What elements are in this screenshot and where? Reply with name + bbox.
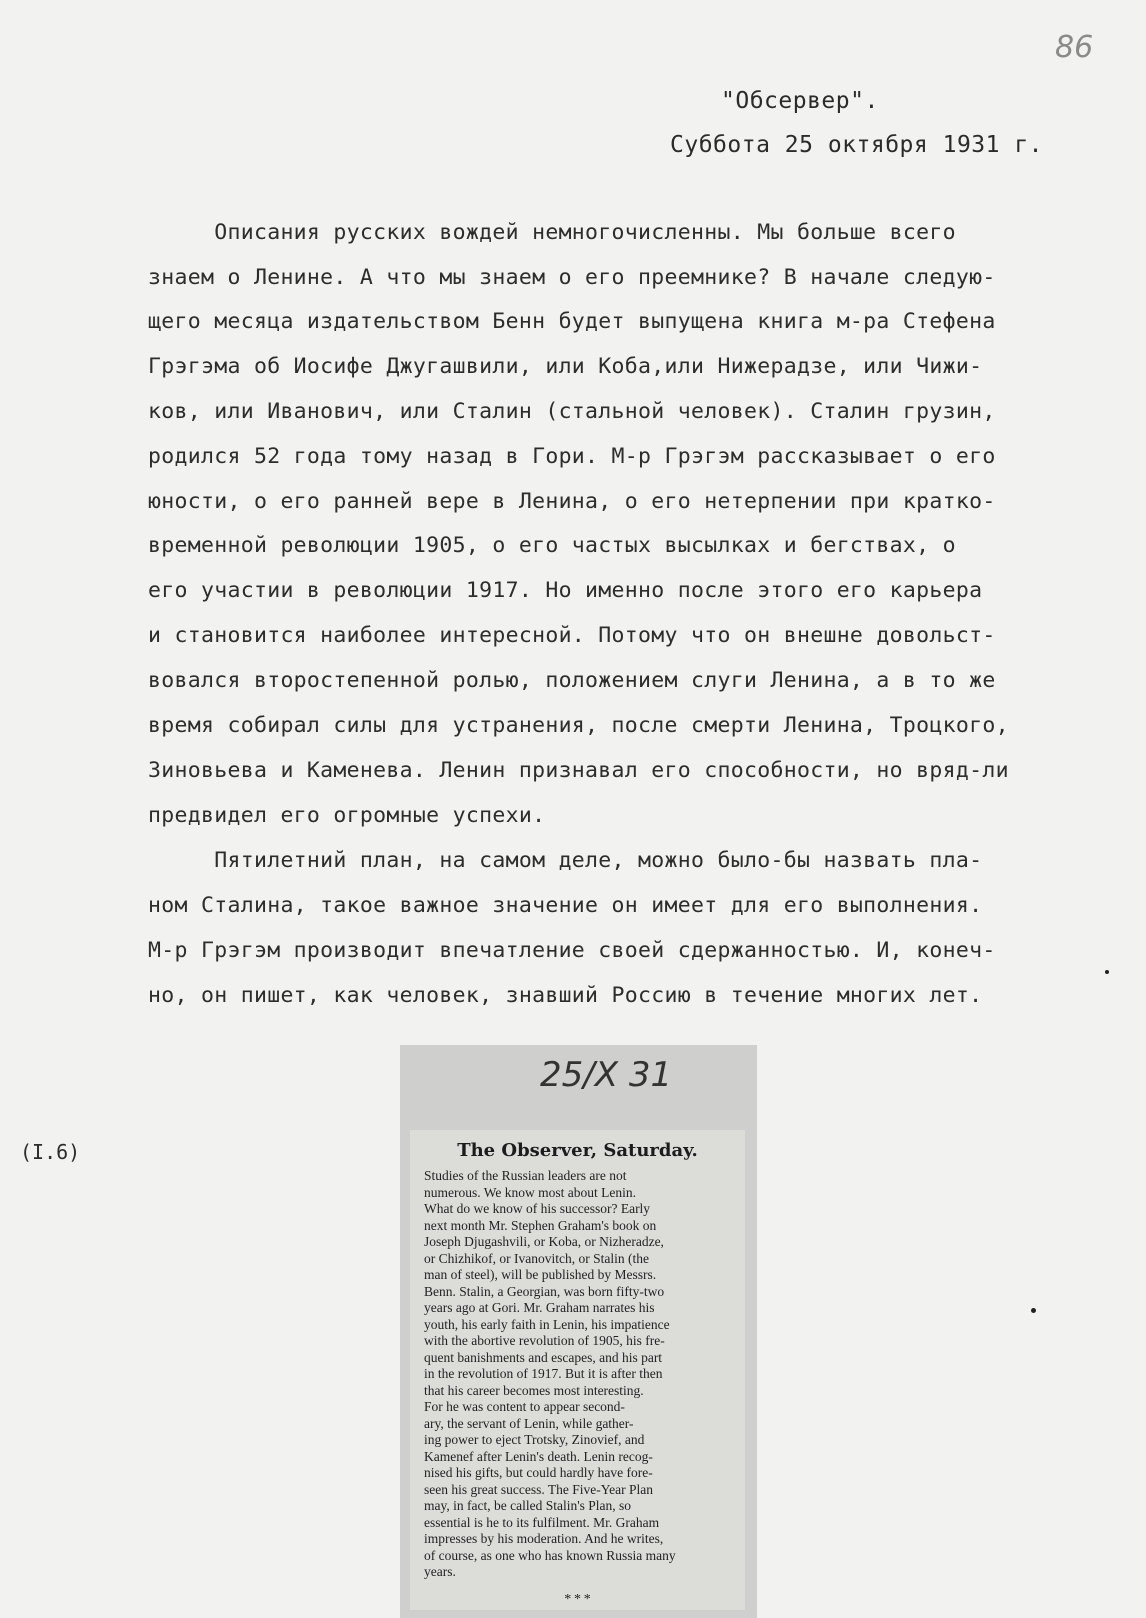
clipping-line: next month Mr. Stephen Graham's book on bbox=[424, 1217, 657, 1233]
body-line: юности, о его ранней вере в Ленина, о его нетерпении при кратко- bbox=[148, 489, 996, 514]
clipping-line: Studies of the Russian leaders are not bbox=[424, 1168, 627, 1183]
clipping-line: of course, as one who has known Russia many bbox=[424, 1547, 676, 1563]
page-number: 86 bbox=[1055, 30, 1094, 65]
ink-dot bbox=[1031, 1308, 1036, 1313]
ink-dot bbox=[1105, 970, 1109, 974]
body-line: и становится наиболее интересной. Потому что он внешне довольст- bbox=[148, 623, 996, 648]
clipping-line: Benn. Stalin, a Georgian, was born fifty-two bbox=[424, 1283, 665, 1299]
clipping-line: quent banishments and escapes, and his part bbox=[424, 1349, 663, 1365]
archive-reference: (I.6) bbox=[20, 1140, 81, 1164]
body-line: щего месяца издательством Бенн будет выпущена книга м-ра Стефена bbox=[148, 309, 996, 334]
body-line: время собирал силы для устранения, после смерти Ленина, Троцкого, bbox=[148, 713, 1009, 738]
clipping-line: numerous. We know most about Lenin. bbox=[424, 1184, 637, 1200]
body-line: ном Сталина, такое важное значение он имеет для его выполнения. bbox=[148, 893, 983, 918]
clipping-line: or Chizhikof, or Ivanovitch, or Stalin (the bbox=[424, 1250, 649, 1266]
clipping-line: seen his great success. The Five-Year Plan bbox=[424, 1481, 653, 1497]
body-line: его участии в революции 1917. Но именно после этого его карьера bbox=[148, 578, 983, 603]
clipping-line: years. bbox=[424, 1564, 456, 1579]
clipping-end-mark: * * * bbox=[564, 1592, 591, 1607]
clipping-line: may, in fact, be called Stalin's Plan, so bbox=[424, 1498, 632, 1513]
clipping-line: Joseph Djugashvili, or Koba, or Nizheradze, bbox=[424, 1234, 664, 1249]
body-line: знаем о Ленине. А что мы знаем о его преемнике? В начале следую- bbox=[148, 265, 996, 290]
clipping-line: ary, the servant of Lenin, while gather- bbox=[424, 1415, 634, 1431]
clipping-line: Kamenef after Lenin's death. Lenin recog- bbox=[424, 1448, 653, 1464]
body-line: вовался второстепенной ролью, положением слуги Ленина, а в то же bbox=[148, 668, 996, 693]
clipping-line: that his career becomes most interesting. bbox=[424, 1382, 644, 1398]
clipping-line: youth, his early faith in Lenin, his impatience bbox=[424, 1316, 670, 1332]
newspaper-name: "Обсервер". bbox=[721, 88, 879, 114]
newspaper-clipping bbox=[400, 1045, 757, 1618]
body-line: М-р Грэгэм производит впечатление своей сдержанностью. И, конеч- bbox=[148, 938, 996, 963]
clipping-line: essential is he to its fulfilment. Mr. Graham bbox=[424, 1514, 660, 1530]
body-line: родился 52 года тому назад в Гори. М-р Грэгэм рассказывает о его bbox=[148, 444, 996, 469]
body-line: предвидел его огромные успехи. bbox=[148, 803, 546, 828]
clipping-line: with the abortive revolution of 1905, his fre- bbox=[424, 1333, 665, 1348]
clipping-line: man of steel), will be published by Messrs. bbox=[424, 1267, 657, 1282]
clipping-title: The Observer, Saturday. bbox=[457, 1140, 698, 1161]
body-line: ков, или Иванович, или Сталин (стальной человек). Сталин грузин, bbox=[148, 399, 996, 424]
body-line: Описания русских вождей немногочисленны. Мы больше всего bbox=[148, 220, 956, 245]
body-line: Грэгэма об Иосифе Джугашвили, или Коба,или Нижерадзе, или Чижи- bbox=[148, 354, 983, 379]
handwritten-date: 25/X 31 bbox=[540, 1055, 673, 1095]
clipping-line: nised his gifts, but could hardly have fore- bbox=[424, 1465, 653, 1480]
clipping-line: in the revolution of 1917. But it is after then bbox=[424, 1366, 663, 1381]
body-line: но, он пишет, как человек, знавший Россию в течение многих лет. bbox=[148, 983, 983, 1008]
clipping-line: For he was content to appear second- bbox=[424, 1399, 625, 1414]
document-date: Суббота 25 октября 1931 г. bbox=[670, 132, 1044, 158]
clipping-line: What do we know of his successor? Early bbox=[424, 1201, 651, 1216]
clipping-line: ing power to eject Trotsky, Zinovief, and bbox=[424, 1432, 645, 1447]
clipping-article bbox=[410, 1130, 745, 1610]
clipping-line: years ago at Gori. Mr. Graham narrates his bbox=[424, 1300, 655, 1315]
body-line: Пятилетний план, на самом деле, можно было-бы назвать пла- bbox=[148, 848, 983, 873]
body-line: временной революции 1905, о его частых высылках и бегствах, о bbox=[148, 533, 956, 558]
clipping-line: impresses by his moderation. And he writes, bbox=[424, 1531, 664, 1546]
body-line: Зиновьева и Каменева. Ленин признавал его способности, но вряд-ли bbox=[148, 758, 1009, 783]
